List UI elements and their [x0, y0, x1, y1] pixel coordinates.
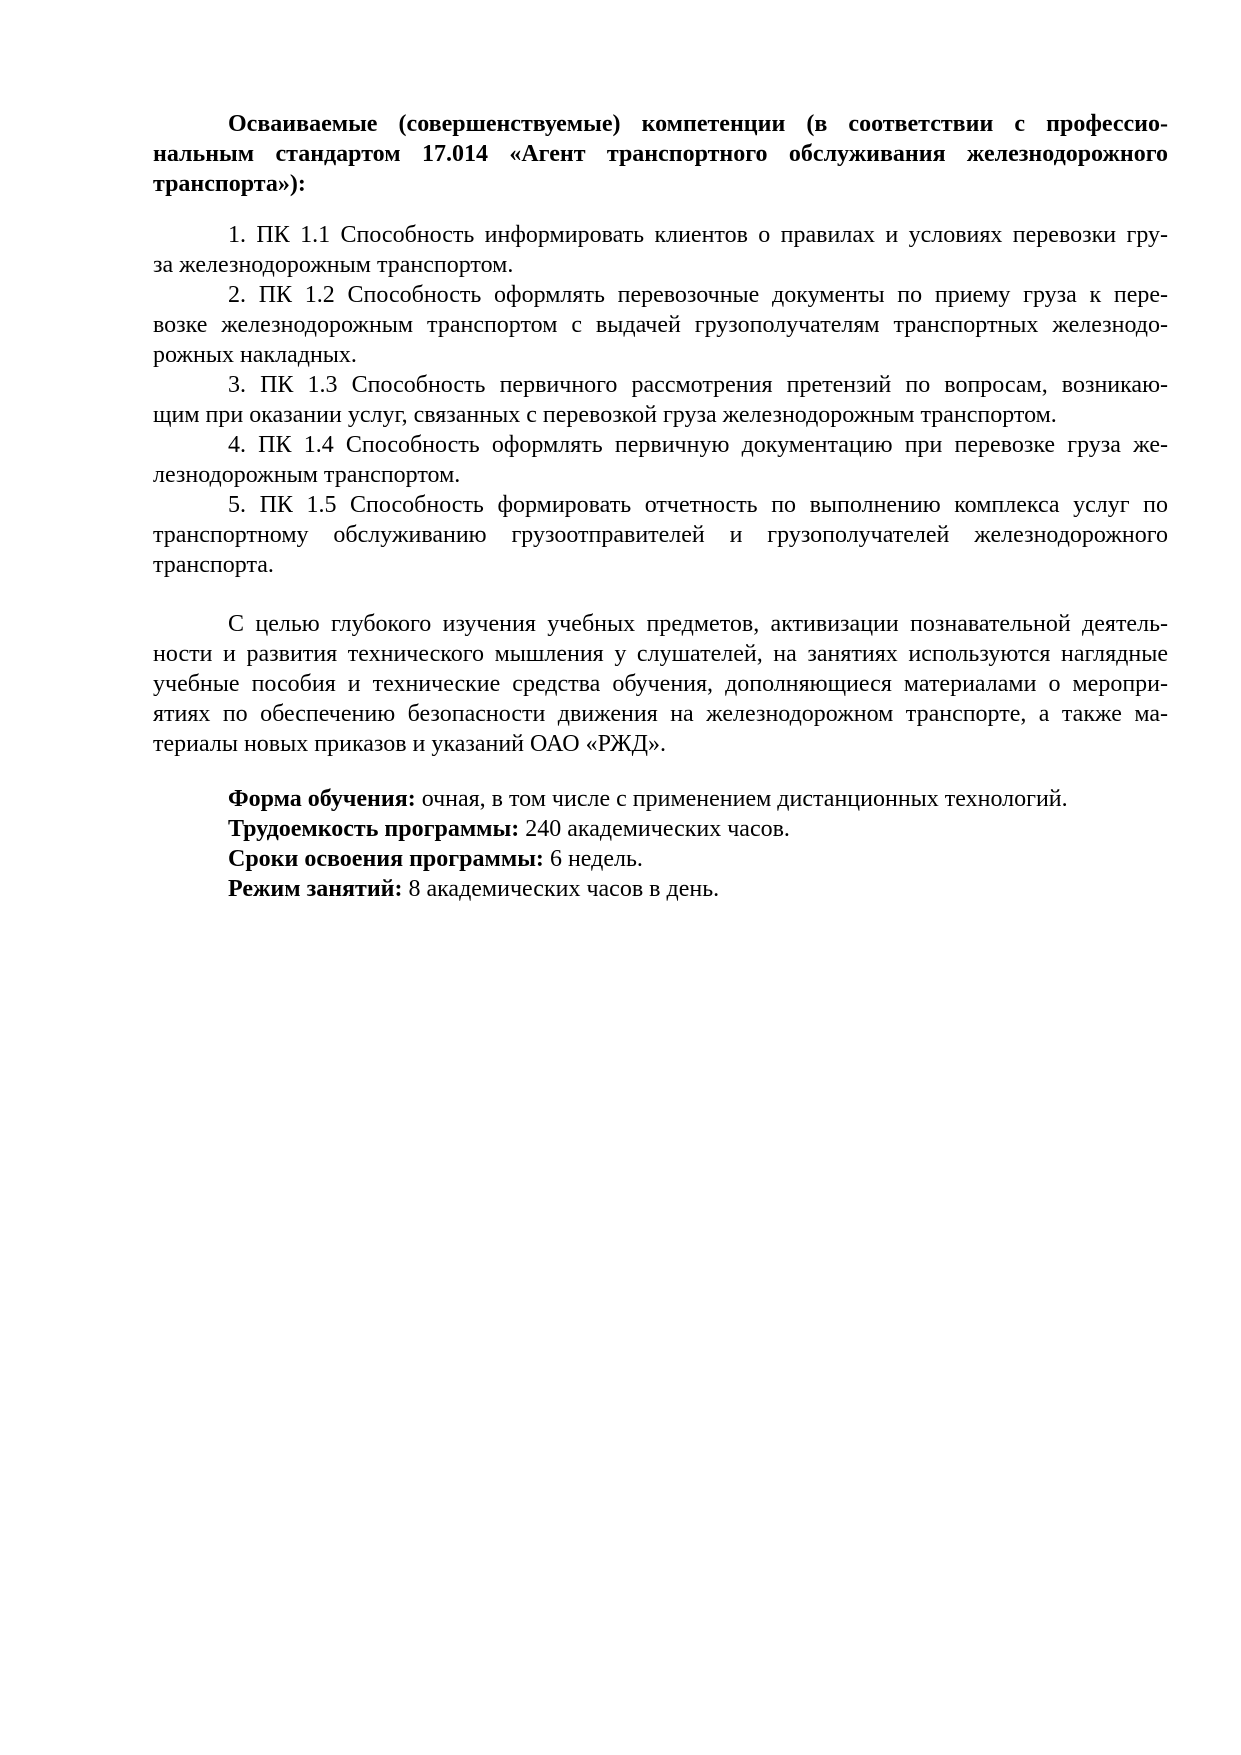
text-line: лезнодорожным транспортом. — [153, 462, 461, 488]
text-line: ности и развития технического мышления у слушателей, на занятиях используются наглядные — [153, 641, 1168, 667]
competency-item-pk-1-1 — [153, 220, 1168, 280]
text-line: щим при оказании услуг, связанных с перевозкой груза железнодорожным транспортом. — [153, 402, 1057, 428]
detail-value: 240 академических часов. — [525, 816, 790, 842]
detail-value: очная, в том числе с применением дистанционных технологий. — [421, 786, 1068, 812]
program-detail-duration — [153, 844, 1168, 874]
text-line: 1. ПК 1.1 Способность информировать клиентов о правилах и условиях перевозки гру- — [228, 222, 1168, 248]
detail-label: Форма обучения: — [228, 786, 416, 812]
detail-value: 8 академических часов в день. — [408, 876, 720, 902]
text-line: 5. ПК 1.5 Способность формировать отчетность по выполнению комплекса услуг по — [228, 492, 1168, 518]
text-line: 4. ПК 1.4 Способность оформлять первичную документацию при перевозке груза же- — [228, 432, 1168, 458]
text-line: транспорта»): — [153, 171, 306, 197]
competency-item-pk-1-3 — [153, 370, 1168, 430]
competency-item-pk-1-4 — [153, 430, 1168, 490]
text-line: Осваиваемые (совершенствуемые) компетенции (в соответствии с профессио- — [228, 111, 1168, 137]
program-detail-workload — [153, 814, 1168, 844]
detail-value: 6 недель. — [549, 846, 643, 872]
text-line: ятиях по обеспечению безопасности движения на железнодорожном транспорте, а также ма- — [153, 701, 1168, 727]
text-line: за железнодорожным транспортом. — [153, 252, 514, 278]
detail-label: Трудоемкость программы: — [228, 816, 520, 842]
text-line: С целью глубокого изучения учебных предметов, активизации познавательной деятель- — [228, 611, 1168, 637]
text-line: возке железнодорожным транспортом с выдачей грузополучателям транспортных железнодо- — [153, 312, 1168, 338]
competency-list — [153, 220, 1168, 580]
program-details — [153, 784, 1168, 904]
detail-label: Сроки освоения программы: — [228, 846, 544, 872]
competency-item-pk-1-5 — [153, 490, 1168, 580]
program-detail-schedule — [153, 874, 1168, 904]
text-line: транспортному обслуживанию грузоотправителей и грузополучателей железнодорожного — [153, 522, 1168, 548]
program-detail-study-form — [153, 784, 1168, 814]
text-line: нальным стандартом 17.014 «Агент транспортного обслуживания железнодорожного — [153, 141, 1168, 167]
methods-paragraph — [153, 609, 1168, 759]
text-line: рожных накладных. — [153, 342, 357, 368]
text-line: транспорта. — [153, 552, 274, 578]
text-line: 3. ПК 1.3 Способность первичного рассмотрения претензий по вопросам, возникаю- — [228, 372, 1168, 398]
text-line: териалы новых приказов и указаний ОАО «РЖД». — [153, 731, 666, 757]
text-line: учебные пособия и технические средства обучения, дополняющиеся материалами о меропри- — [153, 671, 1168, 697]
competencies-heading — [153, 109, 1168, 199]
competency-item-pk-1-2 — [153, 280, 1168, 370]
detail-label: Режим занятий: — [228, 876, 403, 902]
text-line: 2. ПК 1.2 Способность оформлять перевозочные документы по приему груза к пере- — [228, 282, 1168, 308]
